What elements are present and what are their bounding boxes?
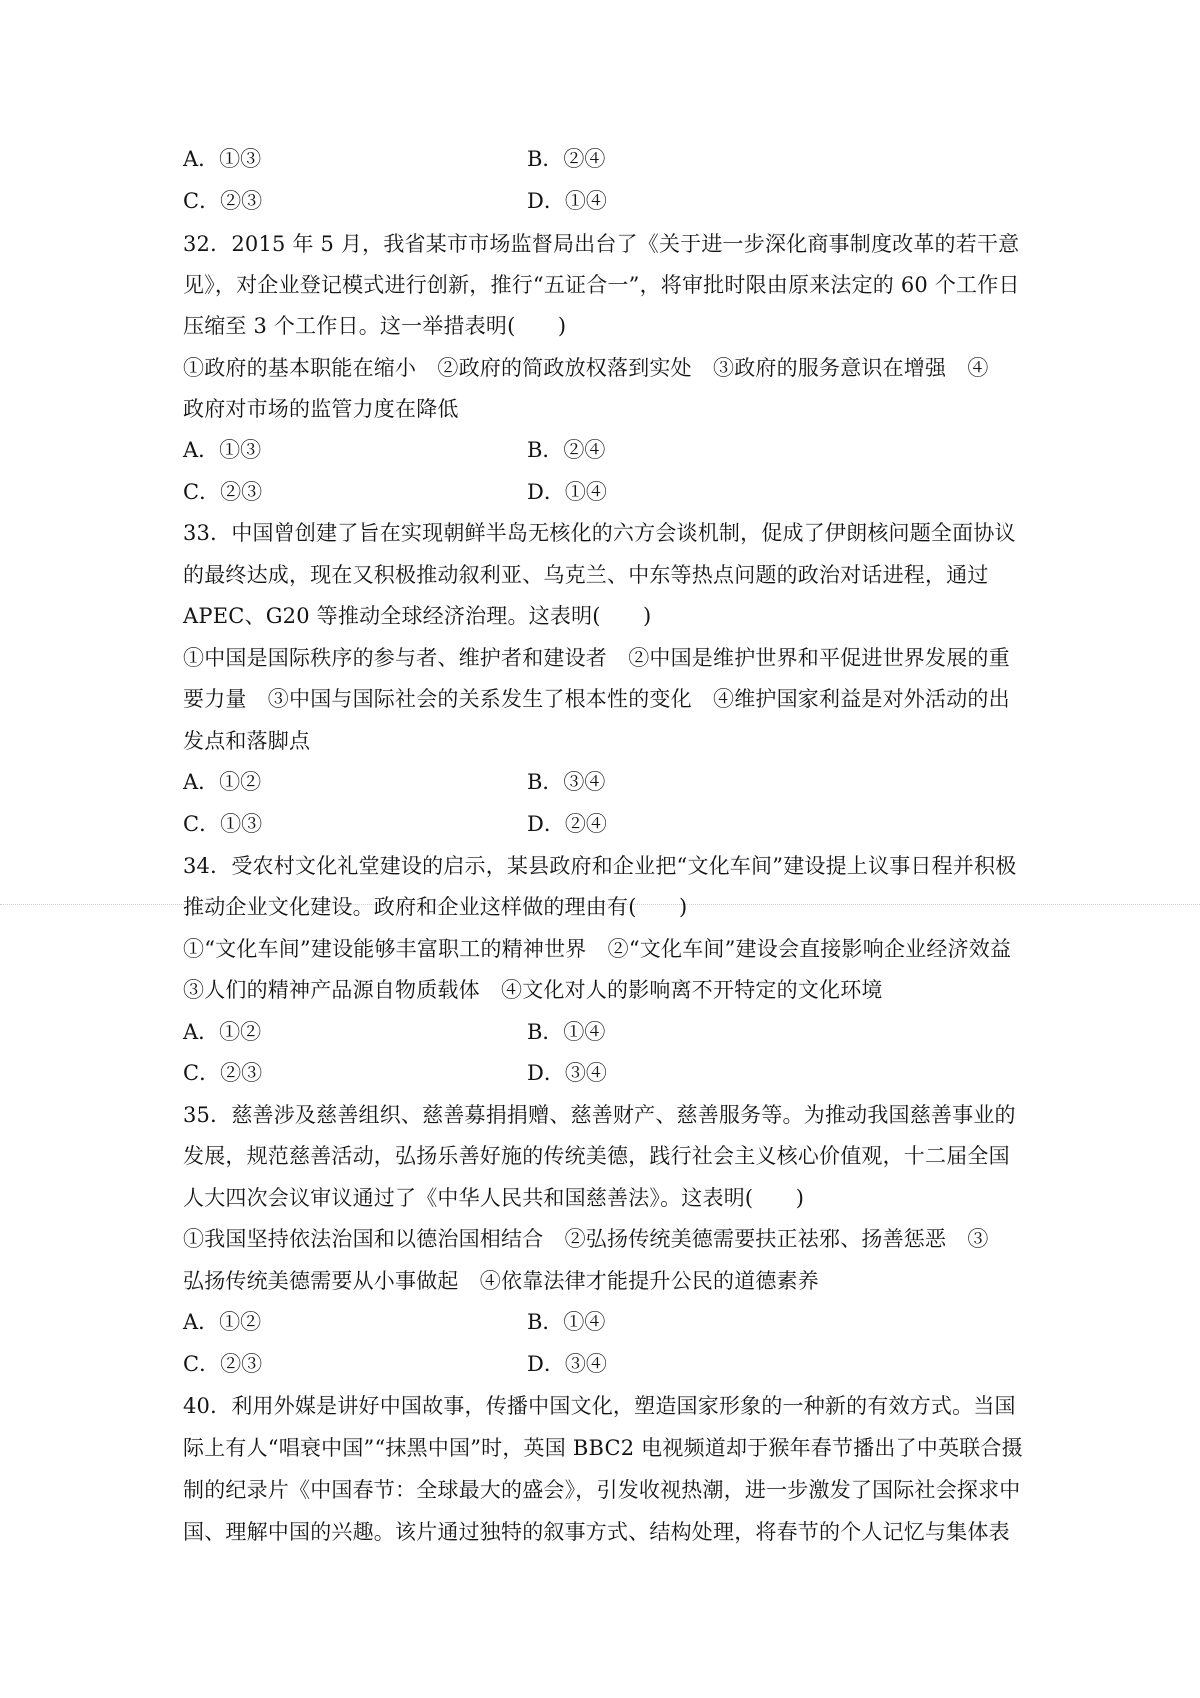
q34-statements-line: ③人们的精神产品源自物质载体 ④文化对人的影响离不开特定的文化环境	[183, 978, 883, 1002]
q31-option-b: B．②④	[527, 147, 606, 171]
q35-option-b: B．①④	[527, 1310, 606, 1334]
q40-stem-line: 40．利用外媒是讲好中国故事，传播中国文化，塑造国家形象的一种新的有效方式。当国	[183, 1394, 1016, 1418]
q40-stem-line: 制的纪录片《中国春节：全球最大的盛会》，引发收视热潮，进一步激发了国际社会探求中	[183, 1478, 1021, 1502]
q35-stem-line: 发展，规范慈善活动，弘扬乐善好施的传统美德，践行社会主义核心价值观，十二届全国	[183, 1144, 1010, 1168]
q40-stem-line: 际上有人“唱衰中国”“抹黑中国”时，英国 BBC2 电视频道却于猴年春节播出了中英联合摄	[183, 1436, 1023, 1460]
q34-option-c: C．②③	[183, 1061, 263, 1085]
q33-statements-line: ①中国是国际秩序的参与者、维护者和建设者 ②中国是维护世界和平促进世界发展的重	[183, 646, 1010, 670]
q33-option-b: B．③④	[527, 770, 606, 794]
q32-option-c: C．②③	[183, 480, 263, 504]
q33-stem-line: 33．中国曾创建了旨在实现朝鲜半岛无核化的六方会谈机制，促成了伊朗核问题全面协议	[183, 521, 1016, 545]
q32-option-d: D．①④	[527, 480, 607, 504]
q35-option-c: C．②③	[183, 1352, 263, 1376]
q32-statements-line: ①政府的基本职能在缩小 ②政府的简政放权落到实处 ③政府的服务意识在增强 ④	[183, 356, 989, 380]
q40-stem-line: 国、理解中国的兴趣。该片通过独特的叙事方式、结构处理，将春节的个人记忆与集体表	[183, 1520, 1010, 1544]
q34-statements-line: ①“文化车间”建设能够丰富职工的精神世界 ②“文化车间”建设会直接影响企业经济效益	[183, 937, 1012, 961]
q32-option-a: A．①③	[183, 438, 262, 462]
q33-statements-line: 发点和落脚点	[183, 729, 311, 753]
q31-option-c: C．②③	[183, 189, 263, 213]
q35-option-d: D．③④	[527, 1352, 607, 1376]
q33-option-d: D．②④	[527, 812, 607, 836]
q33-stem-line: APEC、G20 等推动全球经济治理。这表明( )	[183, 604, 652, 628]
q34-stem-line: 推动企业文化建设。政府和企业这样做的理由有( )	[183, 895, 688, 919]
q32-stem-line: 32．2015 年 5 月，我省某市市场监督局出台了《关于进一步深化商事制度改革的若干意	[183, 232, 1020, 256]
q33-statements-line: 要力量 ③中国与国际社会的关系发生了根本性的变化 ④维护国家利益是对外活动的出	[183, 687, 1010, 711]
q35-stem-line: 35．慈善涉及慈善组织、慈善募捐捐赠、慈善财产、慈善服务等。为推动我国慈善事业的	[183, 1103, 1016, 1127]
q32-stem-line: 压缩至 3 个工作日。这一举措表明( )	[183, 314, 567, 338]
q31-option-d: D．①④	[527, 189, 607, 213]
q35-option-a: A．①②	[183, 1310, 262, 1334]
q33-option-c: C．①③	[183, 812, 263, 836]
q32-stem-line: 见》，对企业登记模式进行创新，推行“五证合一”，将审批时限由原来法定的 60 个工作日	[183, 273, 1020, 297]
q35-statements-line: ①我国坚持依法治国和以德治国相结合 ②弘扬传统美德需要扶正祛邪、扬善惩恶 ③	[183, 1227, 989, 1251]
q34-stem-line: 34．受农村文化礼堂建设的启示，某县政府和企业把“文化车间”建设提上议事日程并积极	[183, 854, 1017, 878]
q33-option-a: A．①②	[183, 770, 262, 794]
q33-stem-line: 的最终达成，现在又积极推动叙利亚、乌克兰、中东等热点问题的政治对话进程，通过	[183, 563, 989, 587]
q34-option-a: A．①②	[183, 1020, 262, 1044]
q35-stem-line: 人大四次会议审议通过了《中华人民共和国慈善法》。这表明( )	[183, 1186, 805, 1210]
q34-option-d: D．③④	[527, 1061, 607, 1085]
q34-option-b: B．①④	[527, 1020, 606, 1044]
q35-statements-line: 弘扬传统美德需要从小事做起 ④依靠法律才能提升公民的道德素养	[183, 1269, 819, 1293]
q31-option-a: A．①③	[183, 147, 262, 171]
q32-statements-line: 政府对市场的监管力度在降低	[183, 397, 459, 421]
q32-option-b: B．②④	[527, 438, 606, 462]
